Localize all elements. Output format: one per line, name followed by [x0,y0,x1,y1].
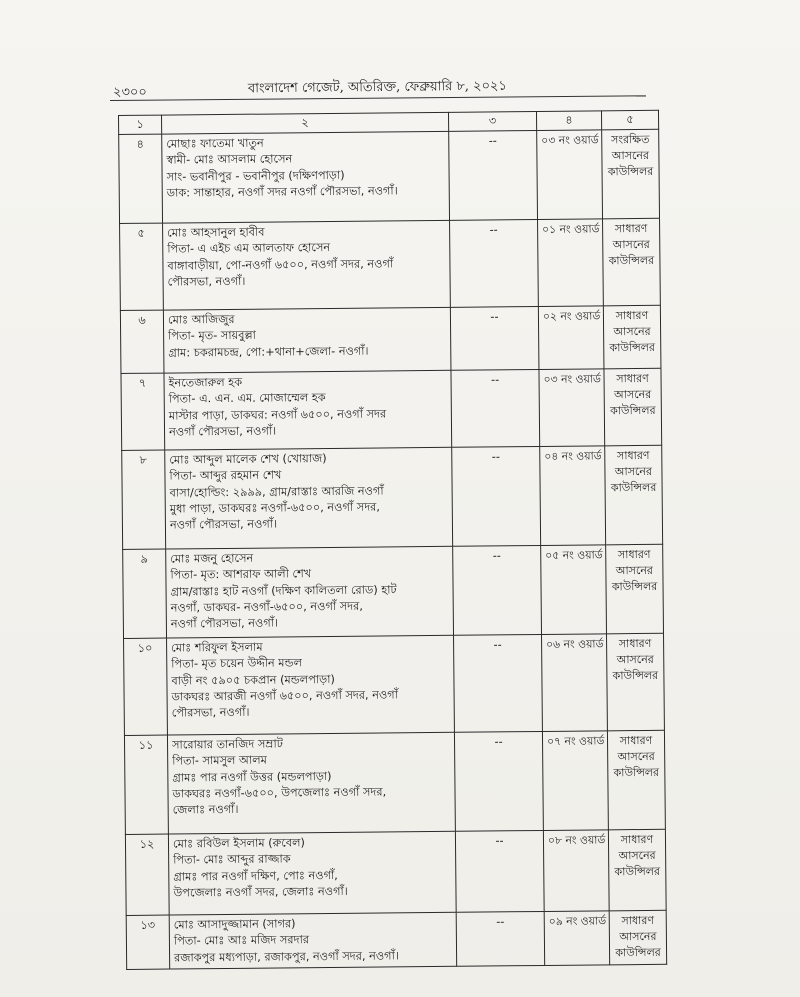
seat-type-line: সাধারণ [617,548,651,562]
seat-type [605,445,663,545]
seat-type-line: আসনের [614,388,652,402]
table-row [121,369,662,451]
seat-type-line: সাধারণ [615,309,649,323]
detail-line: নওগাঁ পৌরসভা, নওগাঁ। [170,616,279,631]
seat-type-line: কাউন্সিলর [614,865,661,879]
detail-line: পিতা- মোঃ আঃ মজিদ সরদার [173,933,310,948]
candidate-name: ইনতেজারুল হক [168,376,243,390]
candidate-details [167,733,455,835]
ward-number: ০৩ নং ওয়ার্ড [537,130,603,220]
serial-number: ১৩ [126,915,170,969]
serial-number: ৯ [123,549,167,638]
candidate-name: মোঃ মজনু হোসেন [170,551,254,566]
column-header: ২ [162,112,449,134]
candidate-details [162,132,450,224]
detail-line: পিতা- এ. এন. এম. মোজাম্মেল হক [168,391,326,406]
column-3-value: -- [453,546,542,636]
detail-line: জেলাঃ নওগাঁ। [172,802,239,817]
seat-type-line: সাধারণ [621,914,655,928]
seat-type-line: কাউন্সিলর [607,165,654,179]
candidate-details [163,221,451,311]
seat-type-line: কাউন্সিলর [612,669,659,683]
seat-type [607,633,665,731]
table-row [126,910,666,969]
table-row [124,633,665,735]
candidate-name: মোঃ আসাদুজ্জামান (সাগর) [173,917,296,932]
seat-type-line: আসনের [619,930,657,944]
serial-number: ৭ [121,373,165,450]
column-header: ১ [119,115,162,135]
detail-line: ডাক: সান্তাহার, নওগাঁ সদর নওগাঁ পৌরসভা, নওগাঁ। [166,184,398,200]
seat-type [609,910,667,964]
seat-type-line: কাউন্সিলর [613,766,660,780]
column-header: ৪ [536,111,601,131]
detail-line: নওগাঁ, ডাকঘর- নওগাঁ-৬৫০০, নওগাঁ সদর, [170,599,363,615]
ward-number: ০৭ নং ওয়ার্ড [542,731,608,831]
detail-line: পৌরসভা, নওগাঁ। [167,274,246,289]
detail-line: সাং- ভবানীপুর - ভবানীপুর (দক্ষিণপাড়া) [166,168,345,184]
seat-type-line: সাধারণ [614,222,648,236]
seat-type-line: আসনের [617,750,655,764]
serial-number: ১০ [124,638,168,735]
seat-type [607,730,665,830]
detail-line: মাস্টার পাড়া, ডাকঘর: নওগাঁ ৬৫০০, নওগাঁ সদর [168,407,387,423]
seat-type-line: আসনের [616,653,654,667]
candidate-details [169,912,457,968]
detail-line: পিতা- মৃত চয়েন উদ্দীন মন্ডল [171,656,303,671]
table-row [125,829,666,915]
detail-line: পিতা- মৃত- সায়বুল্লা [168,329,256,343]
candidate-details [167,636,455,736]
candidate-name: মোঃ আজিজুর [167,313,235,327]
detail-line: ডাকঘরঃ আরজী নওগাঁ ৬৫০০, নওগাঁ সদর, নওগাঁ [171,688,398,704]
seat-type-line: কাউন্সিলর [611,580,658,594]
serial-number: ৪ [119,134,163,223]
detail-line: পৌরসভা, নওগাঁ। [171,705,250,720]
candidate-details [165,448,453,550]
seat-type-line: কাউন্সিলর [615,946,661,960]
candidate-name: মোঃ আব্দুল মালেক শেখ (খোয়াজ) [169,452,327,467]
seat-type-line: আসনের [615,564,654,578]
seat-type-line: সংরক্ষিত [611,133,650,147]
candidate-name: মোঃ রবিউল ইসলাম (রুবেল) [172,836,305,851]
seat-type-line: আসনের [618,849,656,863]
column-3-value: -- [454,635,543,733]
candidate-name: মোছাঃ ফাতেমা খাতুন [166,136,264,151]
detail-line: বাড়ী নং ৫৯০৫ চকপ্রান (মন্ডলপাড়া) [171,672,335,688]
detail-line: মুধা পাড়া, ডাকঘরঃ নওগাঁ-৬৫০০, নওগাঁ সদর, [169,500,380,516]
ward-number: ০৯ নং ওয়ার্ড [544,911,610,965]
seat-type-line: কাউন্সিলর [609,341,656,355]
detail-line: স্বামী- মোঃ আসলাম হোসেন [166,152,293,167]
seat-type [604,369,662,447]
candidate-name: সারোয়ার তানজিদ সম্রাট [171,737,283,752]
seat-type-line: সাধারণ [618,637,652,651]
serial-number: ১১ [124,735,168,834]
seat-type [606,544,664,634]
detail-line: বাঙ্গাবাড়ীয়া, পো-নওগাঁ ৬৫০০, নওগাঁ সদর, নওগাঁ [167,256,394,273]
seat-type-line: সাধারণ [616,372,649,386]
candidate-name: মোঃ শরিফুল ইসলাম [171,640,263,655]
ward-number: ০৬ নং ওয়ার্ড [542,634,608,732]
candidate-name: মোঃ আহসানুল হাবীব [167,225,265,240]
seat-type-line: সাধারণ [620,833,654,847]
ward-number: ০৮ নং ওয়ার্ড [543,830,609,912]
detail-line: পিতা- আব্দুর রহমান শেখ [169,468,282,483]
serial-number: ৬ [120,310,164,373]
detail-line: পিতা- এ এইচ এম আলতাফ হোসেন [167,241,331,256]
seat-type-line: আসনের [613,325,651,339]
detail-line: পিতা- মৃত: আশরাফ আলী শেখ [170,567,312,582]
page-number: ২৩০০ [113,85,147,100]
candidate-details [168,831,456,915]
seat-type [603,306,661,370]
serial-number: ১২ [125,834,169,915]
candidate-details [163,308,451,374]
ward-number: ০৫ নং ওয়ার্ড [541,545,607,635]
seat-type-line: সাধারণ [616,449,650,463]
seat-type [608,829,666,911]
page-title: বাংলাদেশ গেজেট, অতিরিক্ত, ফেব্রুয়ারি ৮, ২০২১ [247,78,507,97]
seat-type-line: আসনের [612,238,650,252]
detail-line: নওগাঁ পৌরসভা, নওগাঁ। [169,517,278,532]
column-3-value: -- [449,131,538,221]
detail-line: উপজেলাঃ নওগাঁ সদর, জেলাঃ নওগাঁ। [173,884,348,900]
seat-type-line: আসনের [614,465,653,479]
detail-line: বাসা/হোল্ডিং: ২৯৯৯, গ্রাম/রাস্তাঃ আরজি নওগাঁ [169,484,384,500]
seat-type [603,219,661,307]
table-row [122,445,663,549]
column-header: ৩ [448,111,536,131]
candidate-details [166,547,454,639]
seat-type-line: আসনের [611,149,650,163]
ward-number: ০২ নং ওয়ার্ড [538,306,604,370]
detail-line: গ্রামঃ পার নওগাঁ উত্তর (মন্ডলপাড়া) [172,769,332,785]
seat-type-line: কাউন্সিলর [610,481,657,495]
table-row [120,219,661,311]
seat-type-line: সাধারণ [619,734,653,748]
column-3-value: -- [454,732,543,832]
detail-line: গ্রাম/রাস্তাঃ হাট নওগাঁ (দক্ষিণ কালিতলা রোড) হাট [170,582,397,599]
table-row [119,130,660,224]
seat-type-line: কাউন্সিলর [608,254,655,268]
detail-line: রজাকপুর মধ্যপাড়া, রজাকপুর, নওগাঁ সদর, নওগাঁ। [174,948,399,965]
councillor-table [118,110,667,970]
serial-number: ৫ [120,223,164,310]
table-row [120,306,661,374]
detail-line: ডাকঘরঃ নওগাঁ-৬৫০০, উপজেলাঃ নওগাঁ সদর, [172,785,387,801]
column-header: ৫ [601,110,658,130]
ward-number: ০১ নং ওয়ার্ড [538,219,604,307]
detail-line: পিতা- সামসুল আলম [172,754,267,768]
ward-number: ০৩ নং ওয়ার্ড [539,369,605,447]
column-3-value: -- [452,447,541,547]
column-3-value: -- [450,307,539,371]
table-row [124,730,665,834]
detail-line: পিতা- মোঃ আব্দুর রাজ্জাক [173,852,291,867]
detail-line: গ্রামঃ পার নওগাঁ দক্ষিণ, পোঃ নওগাঁ, [173,868,338,884]
seat-type [602,130,660,220]
ward-number: ০৪ নং ওয়ার্ড [540,446,606,546]
seat-type-line: কাউন্সিলর [610,404,656,418]
candidate-details [164,371,452,451]
column-3-value: -- [450,220,539,308]
column-3-value: -- [451,370,540,448]
table-row [123,544,664,638]
column-3-value: -- [456,912,545,966]
column-3-value: -- [455,831,544,913]
detail-line: নওগাঁ পৌরসভা, নওগাঁ। [168,424,277,439]
detail-line: গ্রাম: চকরামচন্দ্র, পো:+থানা+জেলা- নওগাঁ। [168,344,369,360]
serial-number: ৮ [122,450,166,549]
